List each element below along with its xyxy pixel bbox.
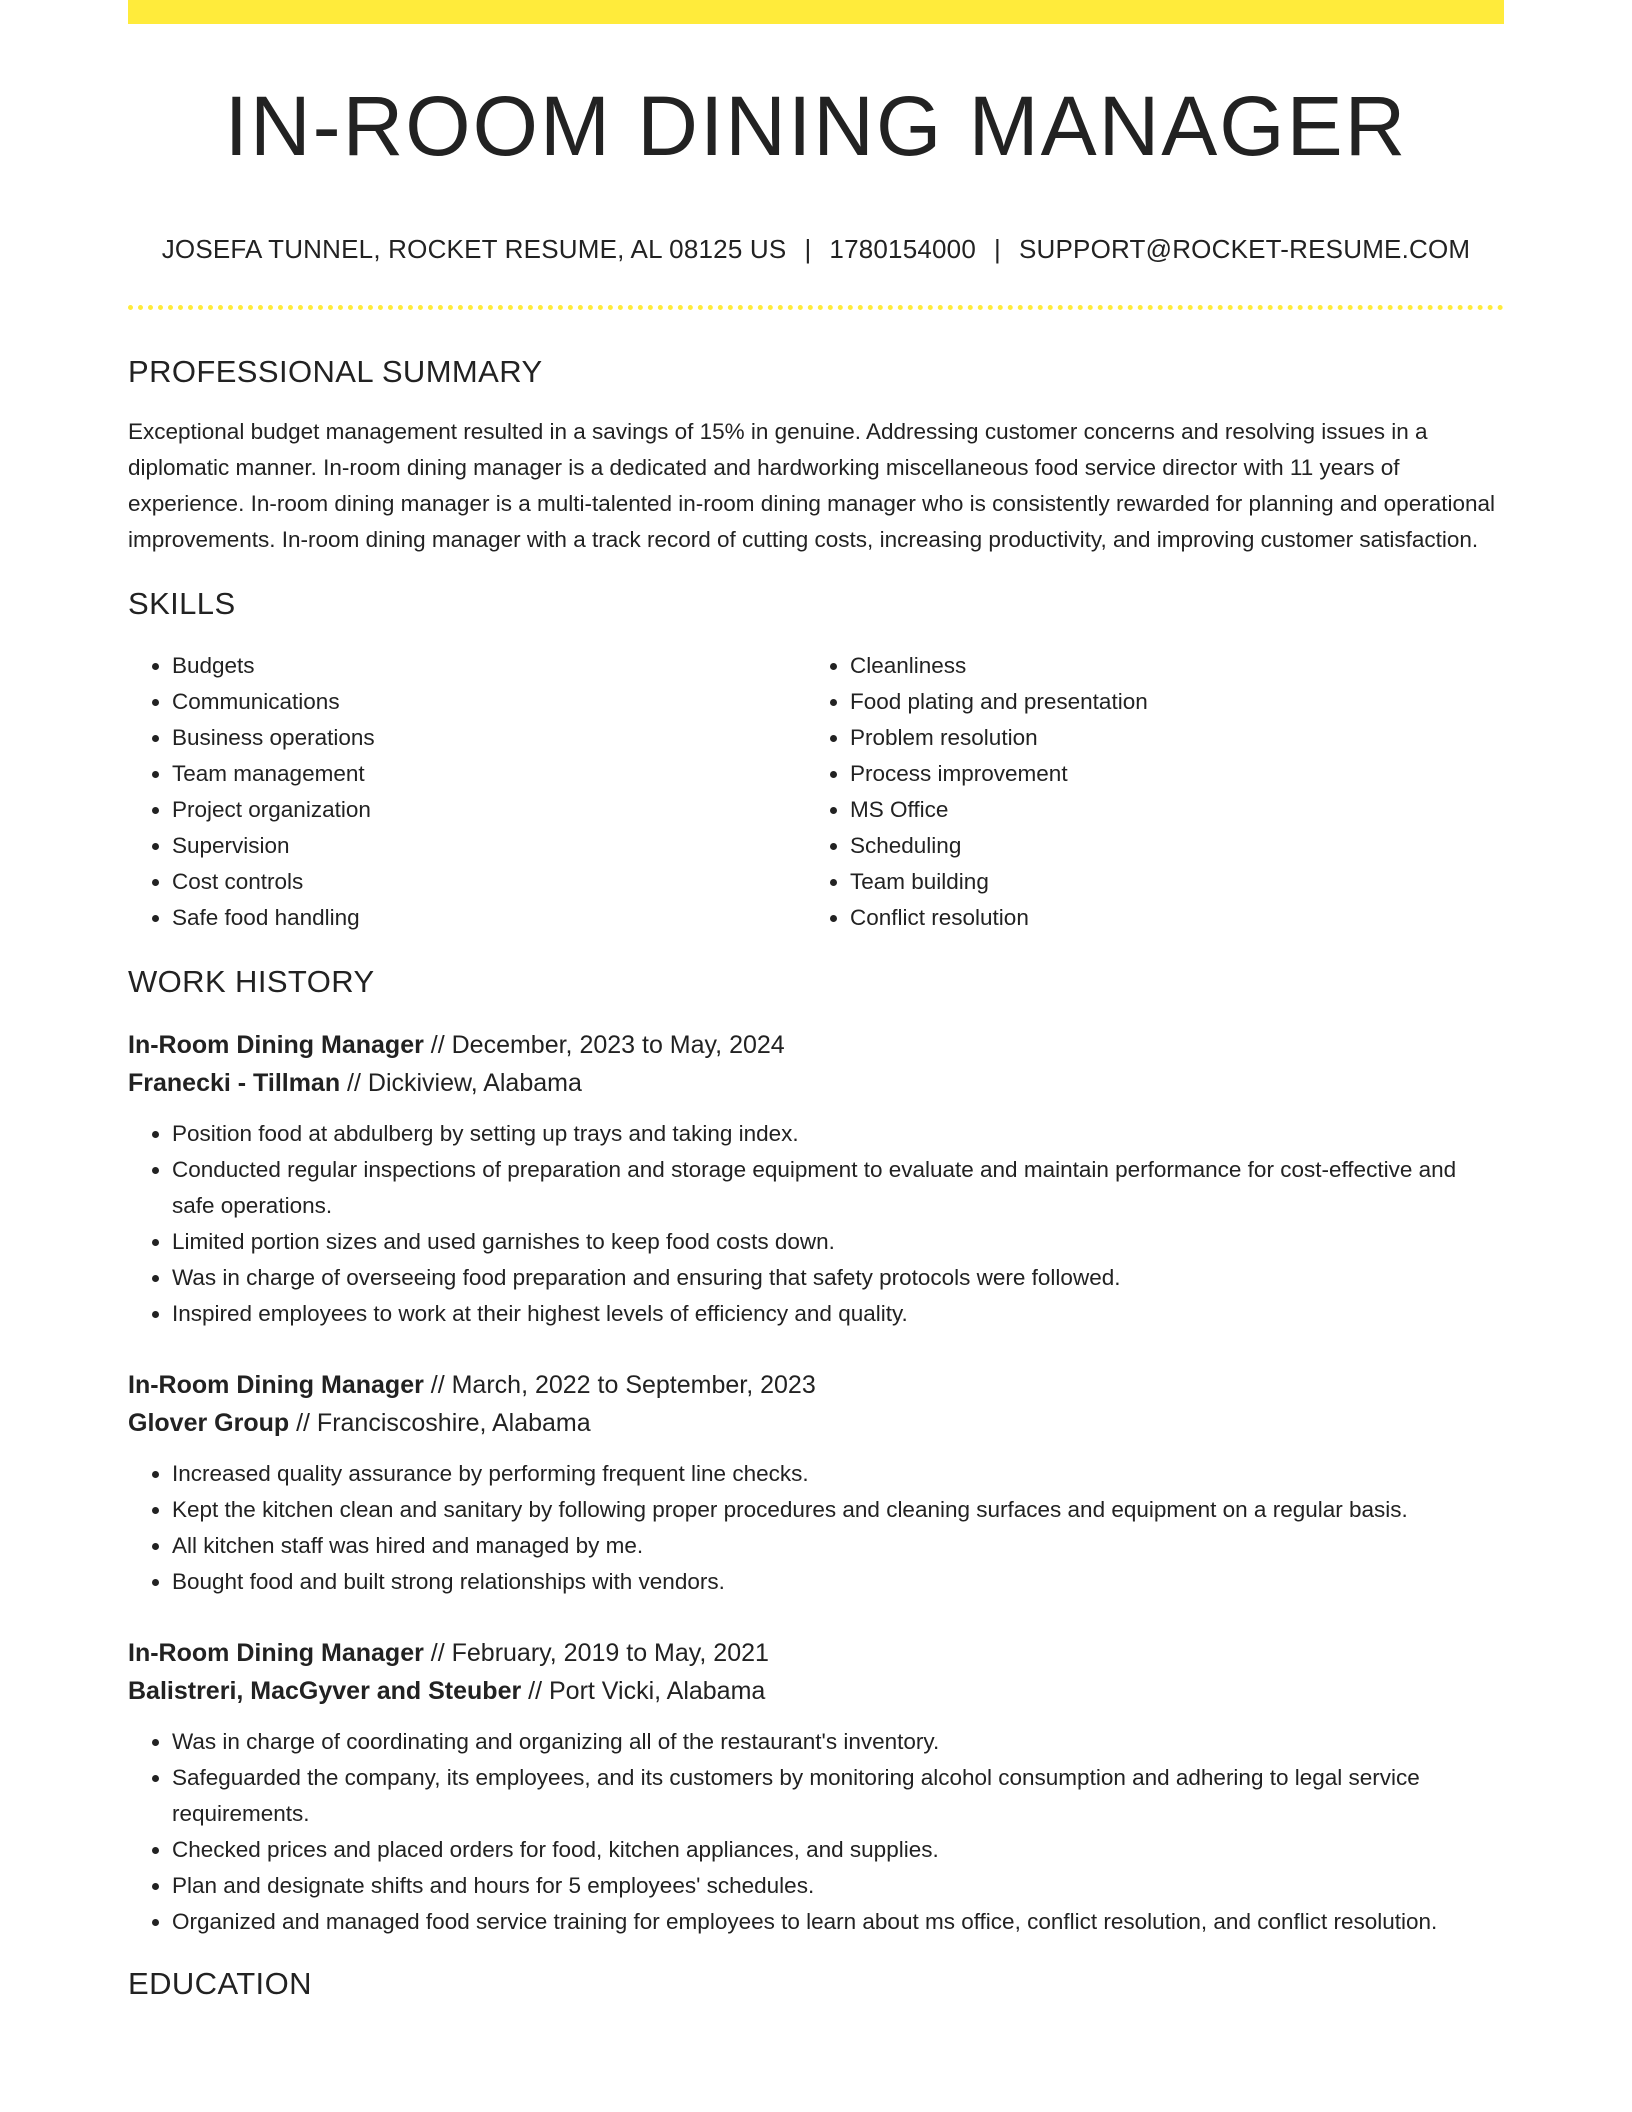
- skill-item: • Budgets: [172, 648, 806, 684]
- job-bullet: • Position food at abdulberg by setting up trays and taking index.: [172, 1116, 1504, 1152]
- job-bullet: • Safeguarded the company, its employees, and its customers by monitoring alcohol consumption and adhering to legal service requirements.: [172, 1760, 1504, 1832]
- job-bullet: • Increased quality assurance by performing frequent line checks.: [172, 1456, 1504, 1492]
- job-company-line: [128, 1404, 1504, 1442]
- contact-address: JOSEFA TUNNEL, ROCKET RESUME, AL 08125 US: [161, 234, 787, 264]
- job-location: // Port Vicki, Alabama: [521, 1677, 766, 1705]
- skill-item: • Team building: [850, 864, 1484, 900]
- job-bullets: [128, 1724, 1504, 1940]
- skill-item: • Conflict resolution: [850, 900, 1484, 936]
- contact-separator: |: [994, 234, 1001, 264]
- job-dates: // March, 2022 to September, 2023: [423, 1371, 816, 1399]
- job-bullet: • Kept the kitchen clean and sanitary by following proper procedures and cleaning surfaces and equipment on a regular basis.: [172, 1492, 1504, 1528]
- skill-item: • Process improvement: [850, 756, 1484, 792]
- accent-top-bar: [128, 0, 1504, 24]
- education-heading: EDUCATION: [128, 1966, 312, 2001]
- job-bullet: • Plan and designate shifts and hours for 5 employees' schedules.: [172, 1868, 1504, 1904]
- skill-item: • Business operations: [172, 720, 806, 756]
- job-title: In-Room Dining Manager: [128, 1371, 424, 1399]
- job-entry: [128, 1366, 1504, 1600]
- dotted-divider: [128, 305, 1504, 310]
- skill-item: • Project organization: [172, 792, 806, 828]
- job-bullet: • Was in charge of overseeing food preparation and ensuring that safety protocols were followed.: [172, 1260, 1504, 1296]
- job-title-line: [128, 1366, 1504, 1404]
- skill-item: • Cost controls: [172, 864, 806, 900]
- skill-item: • Food plating and presentation: [850, 684, 1484, 720]
- contact-separator: |: [804, 234, 812, 264]
- contact-phone: 1780154000: [829, 234, 977, 264]
- contact-line: [128, 234, 1504, 265]
- job-company-line: [128, 1064, 1504, 1102]
- job-bullet: • Conducted regular inspections of preparation and storage equipment to evaluate and maintain performance for cost-effective and safe operations.: [172, 1152, 1504, 1224]
- job-bullet: • All kitchen staff was hired and managed by me.: [172, 1528, 1504, 1564]
- skill-item: • Cleanliness: [850, 648, 1484, 684]
- skill-item: • Communications: [172, 684, 806, 720]
- skill-item: • Safe food handling: [172, 900, 806, 936]
- job-title: In-Room Dining Manager: [128, 1031, 424, 1059]
- job-dates: // December, 2023 to May, 2024: [423, 1031, 785, 1059]
- skills-grid: [128, 648, 1504, 936]
- job-company: Glover Group: [128, 1409, 290, 1437]
- summary-heading: PROFESSIONAL SUMMARY: [128, 354, 543, 389]
- job-bullet: • Limited portion sizes and used garnishes to keep food costs down.: [172, 1224, 1504, 1260]
- skill-item: • Problem resolution: [850, 720, 1484, 756]
- job-bullet: • Bought food and built strong relationships with vendors.: [172, 1564, 1504, 1600]
- skills-right-column: [806, 648, 1484, 936]
- job-bullet: • Checked prices and placed orders for food, kitchen appliances, and supplies.: [172, 1832, 1504, 1868]
- job-company: Balistreri, MacGyver and Steuber: [128, 1677, 522, 1705]
- job-bullets: [128, 1116, 1504, 1332]
- work-history-heading: WORK HISTORY: [128, 964, 375, 999]
- job-dates: // February, 2019 to May, 2021: [423, 1639, 769, 1667]
- contact-email: SUPPORT@ROCKET-RESUME.COM: [1018, 234, 1471, 264]
- skill-item: • Scheduling: [850, 828, 1484, 864]
- job-location: // Dickiview, Alabama: [340, 1069, 582, 1097]
- skill-item: • MS Office: [850, 792, 1484, 828]
- job-title-line: [128, 1026, 1504, 1064]
- job-bullet: • Inspired employees to work at their highest levels of efficiency and quality.: [172, 1296, 1504, 1332]
- skills-left-column: [128, 648, 806, 936]
- resume-title: IN-ROOM DINING MANAGER: [224, 79, 1408, 173]
- job-entry: [128, 1634, 1504, 1940]
- job-title: In-Room Dining Manager: [128, 1639, 424, 1667]
- skill-item: • Supervision: [172, 828, 806, 864]
- job-company: Franecki - Tillman: [128, 1069, 341, 1097]
- summary-text: Exceptional budget management resulted in a savings of 15% in genuine. Addressing customer concerns and resolving issues in a diplomatic manner. In-room dining manager is a dedicated and hardworking miscellaneous food service director with 11 years of experience. In-room dining manager is a multi-talented in-room dining manager who is consistently rewarded for planning and operational improvements. In-room dining manager with a track record of cutting costs, increasing productivity, and improving customer satisfaction.: [128, 419, 1496, 552]
- skills-heading: SKILLS: [128, 586, 236, 621]
- job-location: // Franciscoshire, Alabama: [289, 1409, 591, 1437]
- job-bullet: • Organized and managed food service training for employees to learn about ms office, conflict resolution, and conflict resolution.: [172, 1904, 1504, 1940]
- job-bullets: [128, 1456, 1504, 1600]
- job-entry: [128, 1026, 1504, 1332]
- skill-item: • Team management: [172, 756, 806, 792]
- job-title-line: [128, 1634, 1504, 1672]
- job-company-line: [128, 1672, 1504, 1710]
- resume-page: [128, 0, 1504, 2002]
- job-bullet: • Was in charge of coordinating and organizing all of the restaurant's inventory.: [172, 1724, 1504, 1760]
